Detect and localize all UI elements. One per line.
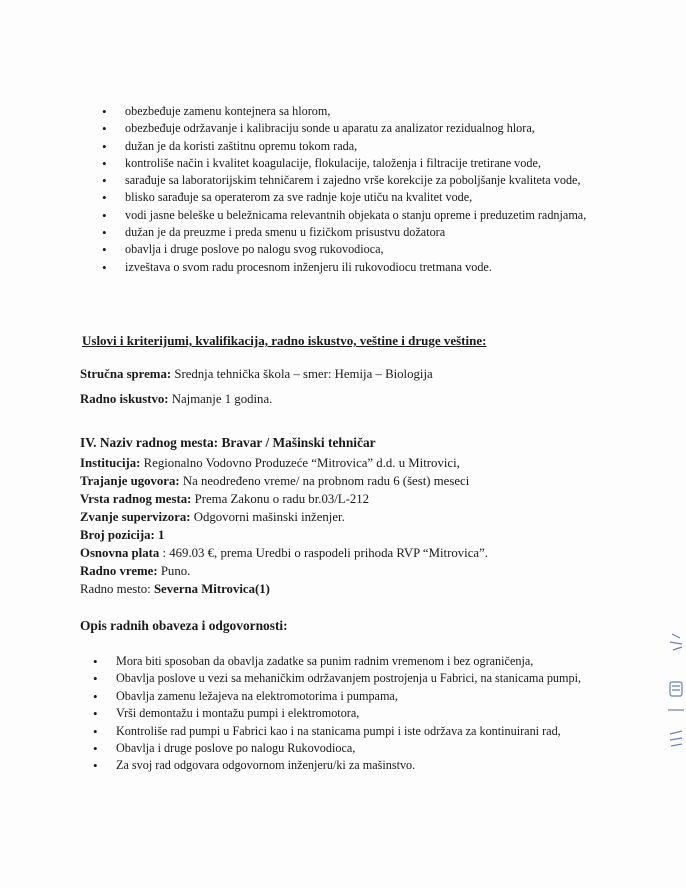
positions-line <box>80 528 164 543</box>
list-item: • blisko sarađuje sa operaterom za sve radnje koje utiču na kvalitet vode, <box>99 189 589 206</box>
institution-label: Institucija: <box>80 456 141 470</box>
hours-value: Puno. <box>160 564 191 578</box>
positions-value: 1 <box>157 528 165 542</box>
location-line <box>80 582 270 597</box>
supervisor-line <box>80 510 345 525</box>
salary-line <box>80 546 488 561</box>
experience-line <box>80 392 272 407</box>
list-item: • obavlja i druge poslove po nalogu svog rukovodioca, <box>99 241 589 258</box>
list-item: • dužan je da koristi zaštitnu opremu tokom rada, <box>99 138 589 155</box>
education-line <box>80 367 433 382</box>
type-line <box>80 492 369 507</box>
salary-label: Osnovna plata <box>80 546 160 560</box>
institution-value: Regionalno Vodovno Produzeće “Mitrovica” d.d. u Mitrovici, <box>143 456 460 470</box>
positions-label: Broj pozicija: <box>80 528 155 542</box>
list-item: • izveštava o svom radu procesnom inženjeru ili rukovodiocu tretmana vode. <box>99 259 589 276</box>
list-item: • obezbeđuje zamenu kontejnera sa hlorom, <box>99 103 589 120</box>
list-item: • kontroliše način i kvalitet koagulacije, flokulacije, taloženja i filtracije tretirane vode, <box>99 155 589 172</box>
duties-list-2 <box>90 653 600 775</box>
list-item: • Vrši demontažu i montažu pumpi i elektromotora, <box>90 705 600 722</box>
conditions-heading: Uslovi i kriterijumi, kvalifikacija, radno iskustvo, veštine i druge veštine: <box>82 333 487 348</box>
type-value: Prema Zakonu o radu br.03/L-212 <box>194 492 370 506</box>
hours-label: Radno vreme: <box>80 564 158 578</box>
list-item: • sarađuje sa laboratorijskim tehničarem i zajedno vrše korekcije za poboljšanje kvaliteta vode, <box>99 172 589 189</box>
list-item: • Kontroliše rad pumpi u Fabrici kao i na stanicama pumpi i iste održava za kontinuirani rad, <box>90 723 600 740</box>
list-item: • vodi jasne beleške u beležnicama relevantnih objekata o stanju opreme i preduzetim radnjama, <box>99 207 589 224</box>
duties-heading: Opis radnih obaveza i odgovornosti: <box>80 618 288 633</box>
list-item: • Obavlja poslove u vezi sa mehaničkim održavanjem postrojenja u Fabrici, na stanicama pumpi, <box>90 670 600 687</box>
position-title: IV. Naziv radnog mesta: Bravar / Mašinski tehničar <box>80 435 376 450</box>
list-item: • Mora biti sposoban da obavlja zadatke sa punim radnim vremenom i bez ograničenja, <box>90 653 600 670</box>
education-value: Srednja tehnička škola – smer: Hemija – Biologija <box>174 367 433 381</box>
contract-line <box>80 474 469 489</box>
education-label: Stručna sprema: <box>80 367 172 381</box>
duties-list-1 <box>99 103 589 276</box>
contract-label: Trajanje ugovora: <box>80 474 180 488</box>
supervisor-label: Zvanje supervizora: <box>80 510 191 524</box>
contract-value: Na neodređeno vreme/ na probnom radu 6 (šest) meseci <box>182 474 470 488</box>
list-item: • obezbeđuje održavanje i kalibraciju sonde u aparatu za analizator rezidualnog hlora, <box>99 120 589 137</box>
list-item: • Obavlja i druge poslove po nalogu Rukovodioca, <box>90 740 600 757</box>
hours-line <box>80 564 190 579</box>
list-item: • Za svoj rad odgovara odgovornom inženjeru/ki za mašinstvo. <box>90 757 600 774</box>
institution-line <box>80 456 460 471</box>
location-label: Radno mesto: <box>80 582 151 596</box>
experience-value: Najmanje 1 godina. <box>171 392 273 406</box>
location-value: Severna Mitrovica(1) <box>153 582 270 596</box>
type-label: Vrsta radnog mesta: <box>80 492 192 506</box>
list-item: • Obavlja zamenu ležajeva na elektromotorima i pumpama, <box>90 688 600 705</box>
supervisor-value: Odgovorni mašinski inženjer. <box>193 510 345 524</box>
experience-label: Radno iskustvo: <box>80 392 169 406</box>
list-item: • dužan je da preuzme i preda smenu u fizičkom prisustvu dožatora <box>99 224 589 241</box>
stamp-fragment-icon <box>664 630 686 770</box>
salary-value: : 469.03 €, prema Uredbi o raspodeli prihoda RVP “Mitrovica”. <box>162 546 488 560</box>
